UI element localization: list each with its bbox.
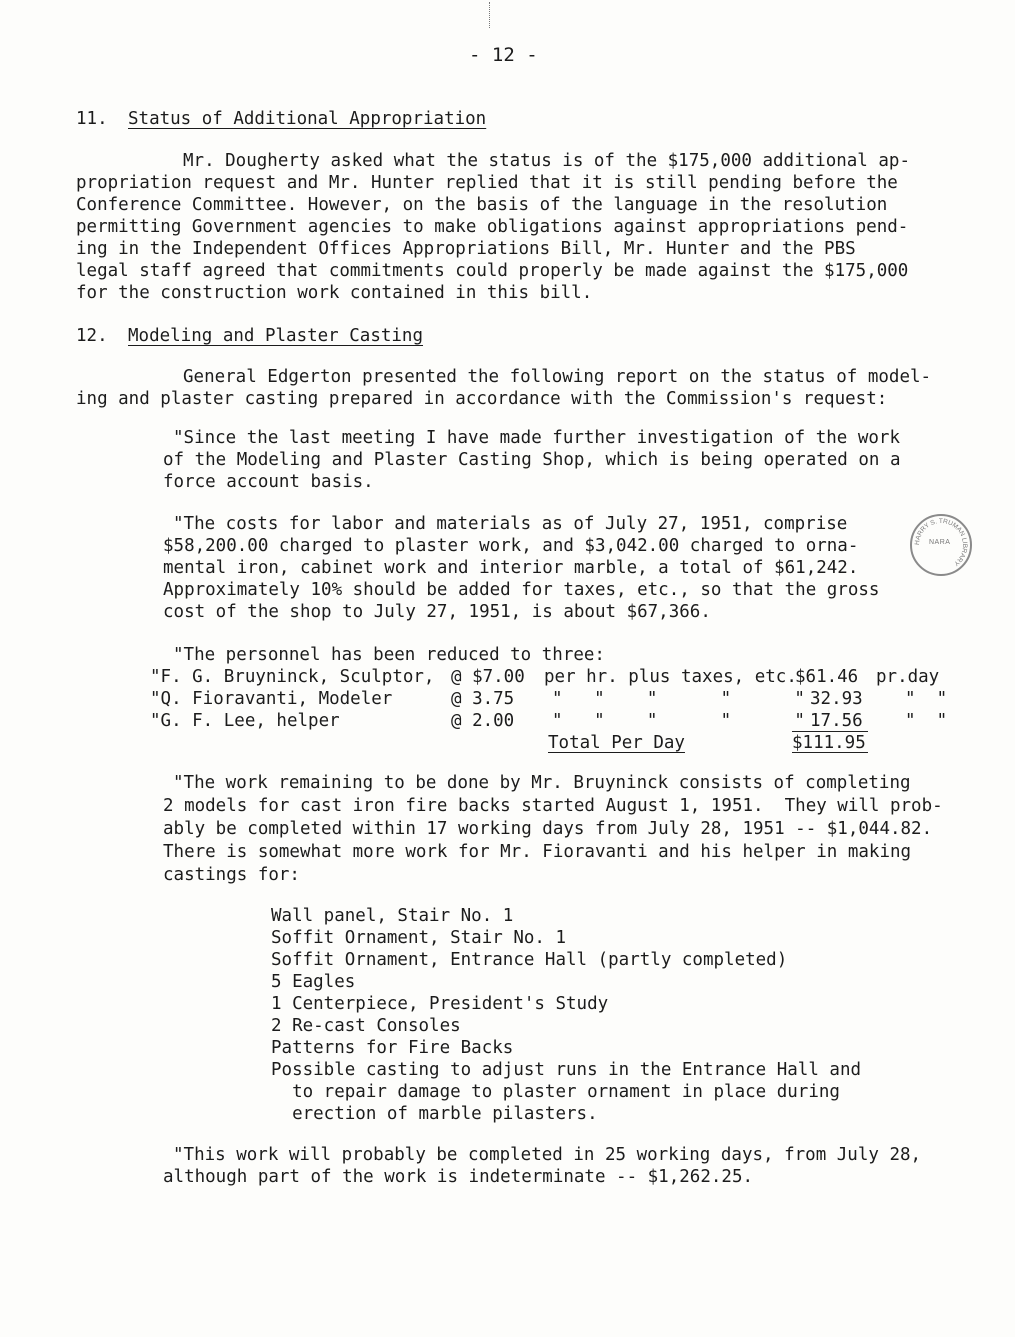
scan-mark [489, 2, 491, 28]
body-line: mental iron, cabinet work and interior marble, a total of $61,242. [163, 558, 859, 578]
row-detail: " " " " " [552, 711, 805, 731]
body-line: ing and plaster casting prepared in accordance with the Commission's request: [76, 389, 888, 409]
row-rate: @ 2.00 [451, 711, 515, 731]
row-rate: @ $7.00 [451, 667, 525, 687]
list-item: to repair damage to plaster ornament in place during [271, 1082, 840, 1102]
list-item: Patterns for Fire Backs [271, 1038, 514, 1058]
body-line: "This work will probably be completed in 25 working days, from July 28, [173, 1145, 922, 1165]
list-item: 1 Centerpiece, President's Study [271, 994, 609, 1014]
body-line: "Since the last meeting I have made further investigation of the work [173, 428, 900, 448]
stamp-label: NARA [929, 539, 951, 546]
list-item: 5 Eagles [271, 972, 356, 992]
body-line: cost of the shop to July 27, 1951, is about $67,366. [163, 602, 711, 622]
body-line: Approximately 10% should be added for taxes, etc., so that the gross [163, 580, 880, 600]
row-name: "Q. Fioravanti, Modeler [150, 689, 393, 709]
body-line: Mr. Dougherty asked what the status is of the $175,000 additional ap- [183, 151, 910, 171]
body-line: "The work remaining to be done by Mr. Bruyninck consists of completing [173, 773, 911, 793]
archive-stamp [910, 514, 972, 576]
body-line: although part of the work is indeterminate -- $1,262.25. [163, 1167, 754, 1187]
row-unit: pr.day [876, 667, 940, 687]
body-line: There is somewhat more work for Mr. Fioravanti and his helper in making [163, 842, 912, 862]
body-line: $58,200.00 charged to plaster work, and $3,042.00 charged to orna- [163, 536, 859, 556]
body-line: legal staff agreed that commitments could properly be made against the $175,000 [76, 261, 909, 281]
list-item: 2 Re-cast Consoles [271, 1016, 461, 1036]
body-line: propriation request and Mr. Hunter replied that it is still pending before the [76, 173, 898, 193]
list-item: Possible casting to adjust runs in the Entrance Hall and [271, 1060, 862, 1080]
row-amount: $61.46 [795, 667, 859, 687]
page-number: - 12 - [469, 44, 538, 66]
section-number: 12. [76, 326, 108, 346]
section-number: 11. [76, 109, 108, 129]
row-amount: 17.56 [810, 711, 863, 731]
body-line: castings for: [163, 865, 300, 885]
list-item: Soffit Ornament, Entrance Hall (partly completed) [271, 950, 788, 970]
body-line: ably be completed within 17 working days from July 28, 1951 -- $1,044.82. [163, 819, 933, 839]
body-line: ing in the Independent Offices Appropriations Bill, Mr. Hunter and the PBS [76, 239, 856, 259]
section-heading: Modeling and Plaster Casting [128, 326, 424, 346]
total-label: Total Per Day [548, 733, 685, 753]
body-line: General Edgerton presented the following report on the status of model- [183, 367, 932, 387]
table-intro: "The personnel has been reduced to three: [173, 645, 605, 665]
body-line: 2 models for cast iron fire backs started August 1, 1951. They will prob- [163, 796, 943, 816]
list-item: Soffit Ornament, Stair No. 1 [271, 928, 567, 948]
row-amount: 32.93 [810, 689, 863, 709]
row-unit: " " [905, 689, 948, 709]
total-amount: $111.95 [792, 733, 866, 753]
row-detail: per hr. plus taxes, etc. [544, 667, 797, 687]
body-line: permitting Government agencies to make obligations against appropriations pend- [76, 217, 909, 237]
stamp-ring-text: HARRY S. TRUMAN LIBRARY [913, 517, 969, 567]
body-line: Conference Committee. However, on the basis of the language in the resolution [76, 195, 888, 215]
body-line: for the construction work contained in this bill. [76, 283, 593, 303]
list-item: Wall panel, Stair No. 1 [271, 906, 514, 926]
row-name: "F. G. Bruyninck, Sculptor, [150, 667, 435, 687]
body-line: of the Modeling and Plaster Casting Shop, which is being operated on a [163, 450, 901, 470]
row-rate: @ 3.75 [451, 689, 515, 709]
total-underline [792, 752, 868, 753]
row-detail: " " " " " [552, 689, 805, 709]
section-heading: Status of Additional Appropriation [128, 109, 487, 129]
body-line: "The costs for labor and materials as of July 27, 1951, comprise [173, 514, 848, 534]
body-line: force account basis. [163, 472, 374, 492]
list-item: erection of marble pilasters. [271, 1104, 598, 1124]
row-unit: " " [905, 711, 948, 731]
row-name: "G. F. Lee, helper [150, 711, 340, 731]
